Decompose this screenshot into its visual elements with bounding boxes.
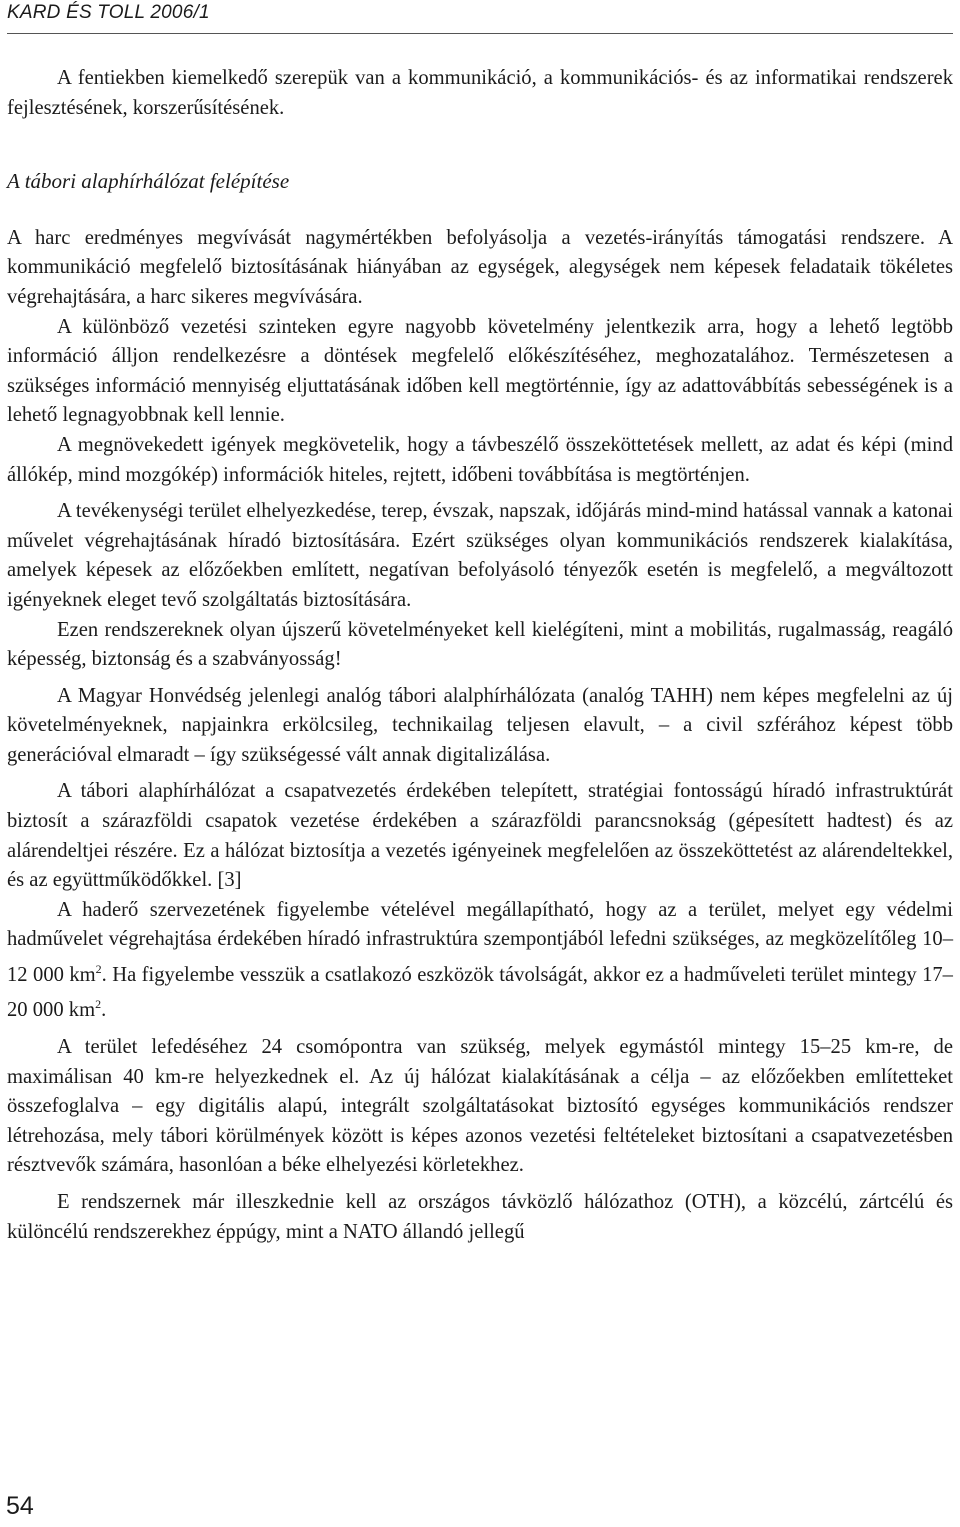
page-number: 54	[6, 1492, 34, 1520]
body-paragraph: A Magyar Honvédség jelenlegi analóg tábori alalphírhálózata (analóg TAHH) nem képes megfelelni az új követelményeknek, napjainkra erkölcsileg, technikailag teljesen elavult, – a civil szférához képest több generációval elmaradt – így szükségessé vált annak digitalizálása.	[7, 684, 953, 766]
section-title: A tábori alaphírhálózat felépítése	[7, 169, 290, 194]
header-rule	[7, 33, 953, 34]
body-paragraph: A harc eredményes megvívását nagymértékben befolyásolja a vezetés-irányítás támogatási rendszere. A kommunikáció megfelelő biztosításának hiányában az egységek, alegységek nem képesek feladataik tökéletes végrehajtására, a harc sikeres megvívására.	[7, 226, 953, 308]
area-text-1: A haderő szervezetének figyelembe vételével megállapítható, hogy az a terület, melyet egy védelmi hadművelet végrehajtása érdekében híradó infrastruktúra szempontjából lefedni szükséges, az megközelítőleg 10–12 000 km	[7, 898, 953, 986]
body-paragraph: E rendszernek már illeszkednie kell az országos távközlő hálózathoz (OTH), a közcélú, zártcélú és különcélú rendszerekhez éppúgy, mint a NATO állandó jellegű	[7, 1190, 953, 1243]
article-body	[7, 64, 953, 1247]
body-paragraph: A tábori alaphírhálózat a csapatvezetés érdekében telepített, stratégiai fontosságú híradó infrastruktúrát biztosít a szárazföldi csapatok vezetése érdekében a szárazföldi parancsnokság (gépesített hadtest) és az alárendeltjei részére. Ez a hálózat biztosítja a vezetés igényeinek megfelelően az összeköttetést az alárendeltekkel, és az együttműködőkkel. [3]	[7, 780, 953, 892]
body-paragraph: A terület lefedéséhez 24 csomópontra van szükség, melyek egymástól mintegy 15–25 km-re, de maximálisan 40 km-re helyezkednek el. Az új hálózat kialakításának a célja – az előzőekben említetteket összefoglalva – egy digitális alapú, integrált szolgáltatásokat biztosító egységes kommunikációs rendszer létrehozása, mely tábori körülmények között is képes azonos vezetési feltételeket biztosítani a csapatvezetésben résztvevők számára, hasonlóan a béke elhelyezési körletekhez.	[7, 1035, 953, 1177]
area-superscript-2: 2	[95, 997, 102, 1012]
area-text-3: .	[101, 999, 107, 1022]
area-superscript-1: 2	[95, 962, 102, 977]
running-header: KARD ÉS TOLL 2006/1	[7, 2, 210, 23]
body-paragraph-area	[7, 896, 953, 1026]
intro-paragraph: A fentiekben kiemelkedő szerepük van a kommunikáció, a kommunikációs- és az informatikai rendszerek fejlesztésének, korszerűsítésének.	[7, 67, 953, 119]
body-paragraph: A tevékenységi terület elhelyezkedése, terep, évszak, napszak, időjárás mind-mind hatással vannak a katonai művelet végrehajtásának híradó biztosítására. Ezért szükséges olyan kommunikációs rendszerek kialakítása, amelyek képesek az előzőekben említett, negatívan befolyásoló tényezők esetén is megfelelő, a megváltozott igényeknek eleget tevő szolgáltatás biztosítására.	[7, 500, 953, 611]
body-paragraph: A megnövekedett igények megkövetelik, hogy a távbeszélő összeköttetések mellett, az adat és képi (mind állókép, mind mozgókép) információk hiteles, rejtett, időbeni továbbítása is megtörténjen.	[7, 433, 953, 486]
body-paragraph: A különböző vezetési szinteken egyre nagyobb követelmény jelentkezik arra, hogy a lehető legtöbb információ álljon rendelkezésre a döntések megfelelő előkészítéséhez, meghozatalához. Természetesen a szükséges információ mennyiség eljuttatásának időben kell megtörténnie, így az adattovábbítás sebességének is a lehető legnagyobbnak kell lennie.	[7, 315, 953, 427]
body-paragraph: Ezen rendszereknek olyan újszerű követelményeket kell kielégíteni, mint a mobilitás, rugalmasság, reagáló képesség, biztonság és a szabványosság!	[7, 618, 953, 671]
area-text-2: . Ha figyelembe vesszük a csatlakozó eszközök távolságát, akkor ez a hadműveleti terület mintegy 17–20 000 km	[7, 963, 953, 1022]
